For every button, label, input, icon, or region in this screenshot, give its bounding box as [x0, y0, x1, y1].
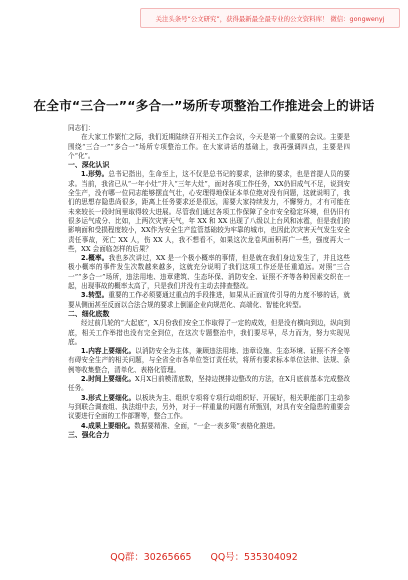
- paragraph-text: 总书记指出，生命至上，这不仅是总书记的要求，法律的要求，也是首提人员的要求。当前，我省已从“一年小灶”并入“三年大灶”，面对各项工作任务，XX仍旧成气不足，说到安全生产，没有哪一位同志能够摆直气壮，心安理得地保证本单位绝对没有问题，这就说明了，我们的思想存隐患尚很多，距离上任务要求还是很远，需要大家持续发力，不懈努力，才有可能在未来较长一段时间里取得较大进展。尽管我们通过各项工作保障了全市安全稳定环境，但仍旧有很多运气成分、比如，上两次灾害天气，年 XX 和 XX 出现了八级以上台风和冰雹，但是我们的影响面和受损程度较小，XX作为安全生产监管基础较为牢靠的城市，也因此次灾害天气发生安全责任事故，死亡 XX 人，伤 XX 人，我不想看不，如果这次龙卷风面积再广一些，强度再大一些，XX 会面临怎样的后果？: [68, 170, 351, 253]
- intro-paragraph: 在大家工作繁忙之际，我们近期陆续召开相关工作会议，今天是第一个重要的会议。主要是围绕“三合一”“多合一”场所专项整治工作。在大家讲话的基础上，我再强调四点，主要是四个“化”。: [68, 133, 350, 160]
- section-heading-1: 一、深化认识: [68, 161, 110, 170]
- paragraph-lead: 4.成果上要细化。: [81, 421, 135, 430]
- document-body: [68, 124, 350, 440]
- paragraph-lead: 2.时间上要细化。: [81, 375, 136, 384]
- paragraph-text: X月X日前模清底数，坚持边摸排边整改的方法，在X月底前基本完成整改任务。: [68, 375, 350, 393]
- section-heading-2: 二、细化底数: [68, 309, 110, 318]
- paragraph-text: 以板块为主、组织专项将专项行动组织好、开展好，相关职能部门主动参与到联合调查组、执法组中去，另外，对于一样重量的问题有所甄别，对具有安全隐患的重要会议要进行全面的工作部署等，整合工作。: [68, 393, 351, 421]
- paragraph-lead: 2.概率。: [81, 254, 109, 263]
- paragraph-transformation: [68, 291, 350, 310]
- paragraph-probability: [68, 254, 350, 291]
- qq-group-text[interactable]: QQ群：30265665: [110, 552, 192, 563]
- paragraph-text: 重要的工作必须要通过重点的手段推进，如果从正面宣传引导的力度不够的话，就要从侧面甚至反面以合法合规的要求上倒逼企业向规范化、高端化、智能化转型。: [68, 291, 351, 309]
- paragraph-lead: 3.形式上要细化。: [81, 393, 136, 402]
- section-2-intro: 经过前几轮的“大起底”，X月份我们安全工作取得了一定的成效，但是没有横向到边，纵向到底，相关工作举措也没有完全到位，在这次专题整治中，我们要尽早，尽力而为，努力实现见底。: [68, 319, 350, 346]
- promo-banner[interactable]: [140, 8, 400, 28]
- paragraph-lead: 1.形势。: [81, 170, 109, 179]
- document-title: 在全市“三合一”“多合一”场所专项整治工作推进会上的讲话: [33, 98, 375, 113]
- section-heading-3: 三、强化合力: [68, 430, 110, 439]
- paragraph-text: 我也多次讲过，XX 是一个极小概率的事情，但是就在我们身边发生了，并且这些极小概率的事件发生次数越来越多，这就充分说明了我们这项工作还是任重道远。对照“三合一”“多合一”场所，违法用地、违章建筑、生态环保、消防安全、证照不齐等各种因素交织在一起，出现事故的概率太高了，只是我们并没有主动去排查整改。: [68, 254, 351, 291]
- qq-number-text[interactable]: QQ号：535304092: [210, 552, 298, 563]
- paragraph-results: [68, 422, 350, 431]
- paragraph-content: [68, 347, 350, 375]
- paragraph-lead: 1.内容上要细化。: [81, 347, 136, 356]
- paragraph-time: [68, 375, 350, 394]
- paragraph-text: 以消防安全为主体，兼顾违法用地、违章设施、生态环境、证照不齐全等有碍安全生产的相关问题，与全省全市各单位签订责任状，将所有要求标本单位法律、法规、条例等收集整合，清单化、表格化管理。: [68, 347, 351, 374]
- paragraph-text: 数据要精准、全面，“一企一表多策”表格化推进。: [134, 421, 280, 430]
- paragraph-situation: [68, 170, 350, 254]
- greeting: 同志们：: [68, 124, 95, 132]
- promo-banner-text: 关注头条号“公文研究”，获得最新最全最专业的公文资料库！ 微信：gongwenyj: [155, 14, 385, 23]
- contact-footer: [0, 549, 408, 563]
- paragraph-form: [68, 394, 350, 422]
- paragraph-lead: 3.转型。: [81, 291, 109, 300]
